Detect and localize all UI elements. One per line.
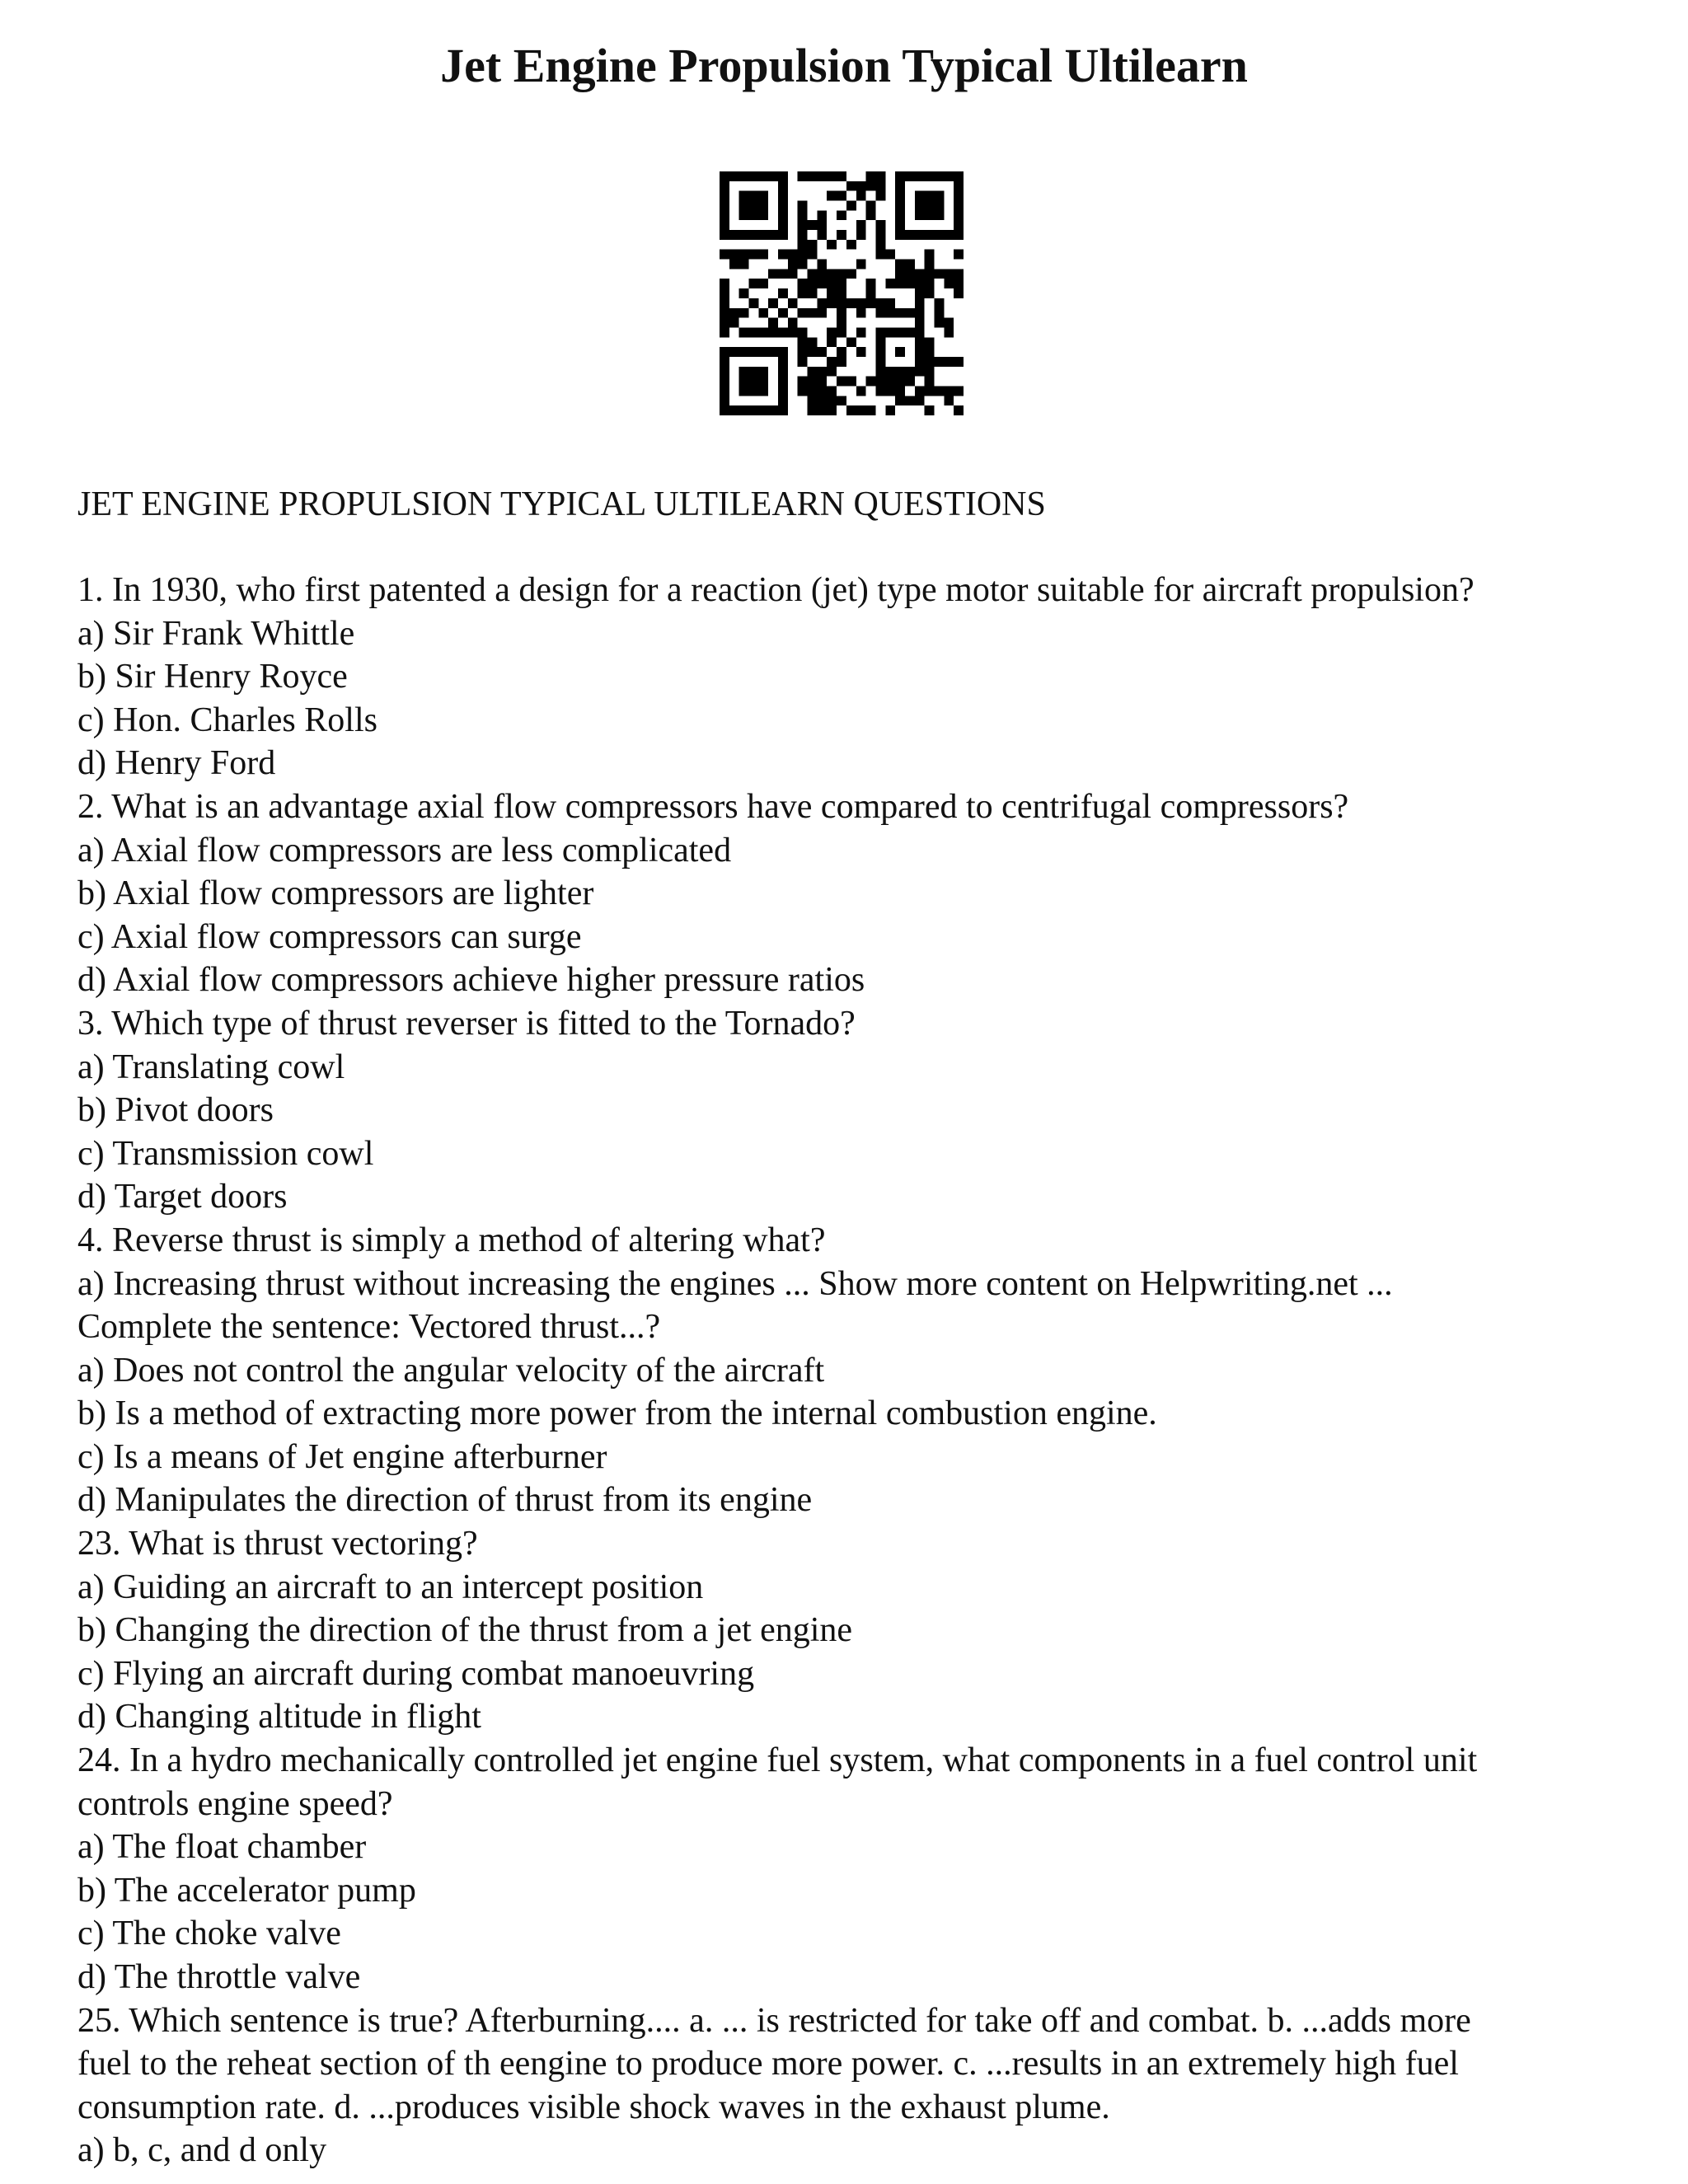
text-line: Complete the sentence: Vectored thrust...?: [77, 1308, 661, 1347]
question-line: 25. Which sentence is true? Afterburning.... a. ... is restricted for take off and combat. b. ...adds more: [77, 2001, 1471, 2040]
answer-option: b) Is a method of extracting more power from the internal combustion engine.: [77, 1394, 1157, 1433]
qr-code-graphic: [720, 171, 964, 415]
answer-option: d) Henry Ford: [77, 744, 276, 783]
section-heading: JET ENGINE PROPULSION TYPICAL ULTILEARN QUESTIONS: [77, 485, 1046, 523]
answer-option: c) Is a means of Jet engine afterburner: [77, 1437, 607, 1476]
answer-option: b) Pivot doors: [77, 1091, 274, 1130]
answer-option: d) Target doors: [77, 1178, 288, 1216]
answer-option: a) Sir Frank Whittle: [77, 614, 355, 653]
answer-option: d) Changing altitude in flight: [77, 1698, 481, 1736]
answer-option: d) Axial flow compressors achieve higher pressure ratios: [77, 961, 865, 1000]
answer-option: d) Manipulates the direction of thrust from its engine: [77, 1481, 813, 1520]
answer-option: a) Increasing thrust without increasing the engines ... Show more content on Helpwriting.net ...: [77, 1264, 1393, 1303]
answer-option: a) Axial flow compressors are less complicated: [77, 831, 732, 869]
answer-option: a) Translating cowl: [77, 1047, 345, 1086]
answer-option: c) Axial flow compressors can surge: [77, 917, 582, 956]
question-line: 23. What is thrust vectoring?: [77, 1525, 478, 1563]
answer-option: a) Guiding an aircraft to an intercept position: [77, 1568, 704, 1606]
answer-option: a) The float chamber: [77, 1828, 367, 1867]
question-line: 2. What is an advantage axial flow compressors have compared to centrifugal compressors?: [77, 787, 1349, 826]
question-line: 3. Which type of thrust reverser is fitted to the Tornado?: [77, 1004, 856, 1043]
answer-option: a) Does not control the angular velocity of the aircraft: [77, 1351, 825, 1390]
answer-option: b) Changing the direction of the thrust from a jet engine: [77, 1611, 853, 1650]
text-line: controls engine speed?: [77, 1784, 393, 1823]
question-line: 24. In a hydro mechanically controlled jet engine fuel system, what components in a fuel control unit: [77, 1741, 1478, 1780]
answer-option: c) Hon. Charles Rolls: [77, 701, 377, 739]
answer-option: b) Sir Henry Royce: [77, 658, 348, 696]
page-title: Jet Engine Propulsion Typical Ultilearn: [440, 39, 1248, 92]
answer-option: d) The throttle valve: [77, 1958, 361, 1996]
question-line: 4. Reverse thrust is simply a method of altering what?: [77, 1221, 826, 1259]
answer-option: a) b, c, and d only: [77, 2131, 327, 2170]
qr-code-image: [720, 171, 964, 415]
answer-option: b) Axial flow compressors are lighter: [77, 874, 594, 913]
question-list: [77, 569, 1643, 2172]
question-line: 1. In 1930, who first patented a design for a reaction (jet) type motor suitable for aircraft propulsion?: [77, 571, 1475, 609]
text-line: fuel to the reheat section of th eengine to produce more power. c. ...results in an extremely high fuel: [77, 2045, 1459, 2083]
answer-option: c) Transmission cowl: [77, 1134, 374, 1173]
answer-option: c) Flying an aircraft during combat manoeuvring: [77, 1654, 755, 1693]
answer-option: c) The choke valve: [77, 1915, 341, 1953]
answer-option: b) The accelerator pump: [77, 1871, 416, 1910]
text-line: consumption rate. d. ...produces visible shock waves in the exhaust plume.: [77, 2088, 1110, 2126]
